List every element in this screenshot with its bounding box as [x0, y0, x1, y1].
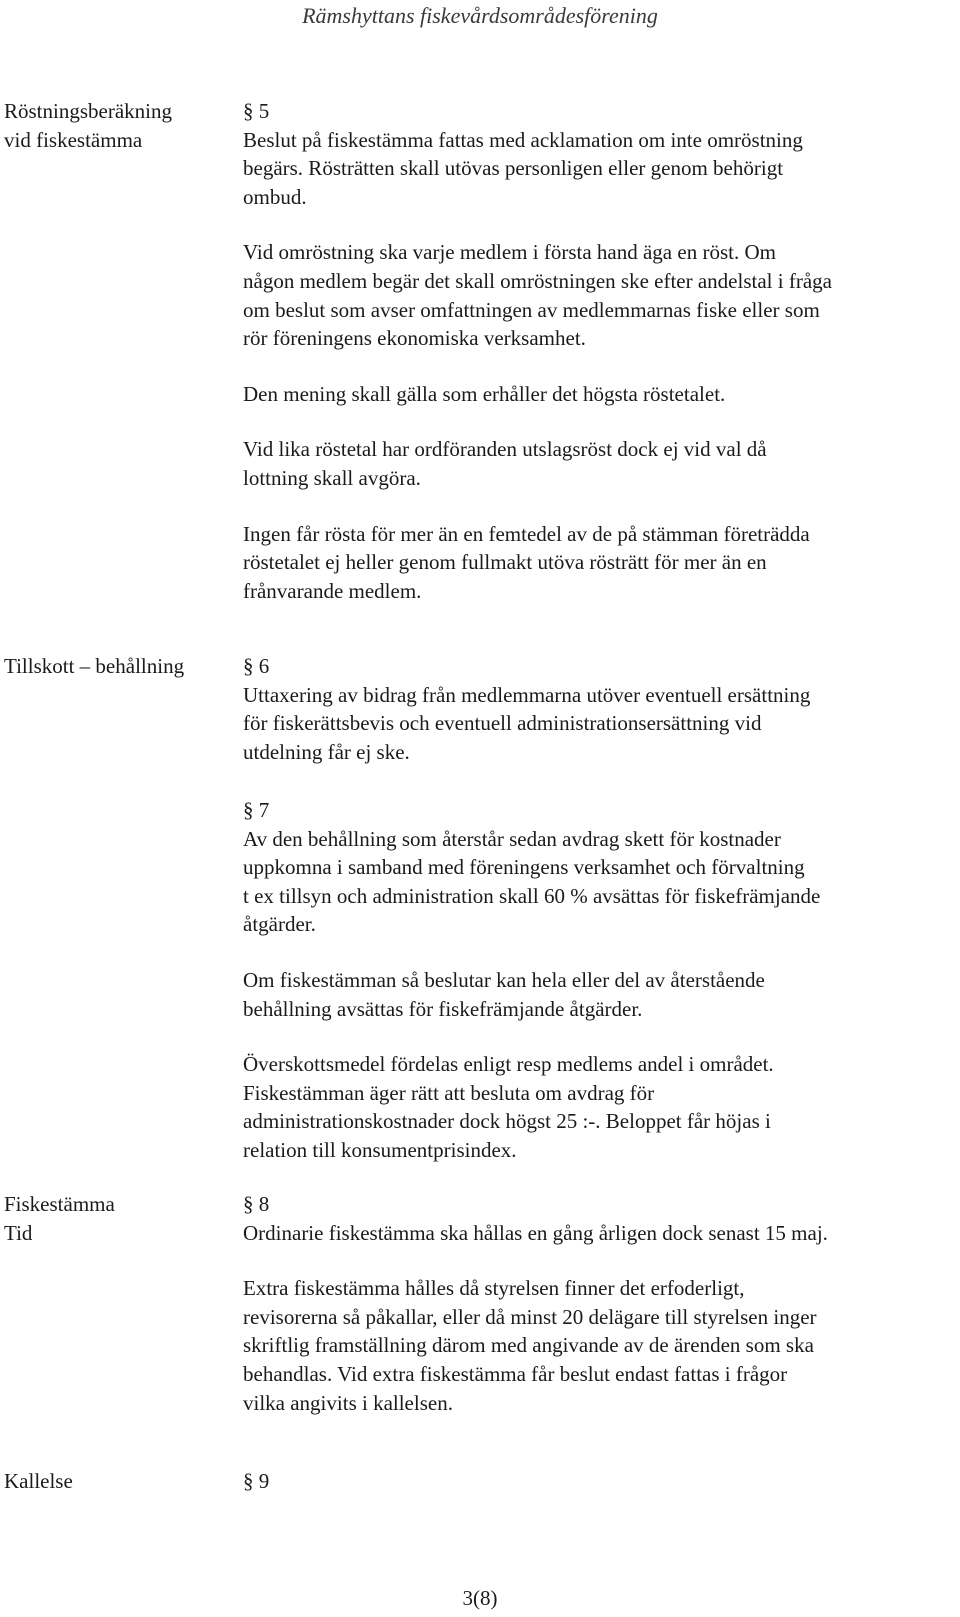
paragraph — [243, 126, 943, 212]
page-number: 3(8) — [462, 1586, 498, 1610]
text-line: åtgärder. — [243, 912, 316, 937]
paragraph — [243, 681, 943, 767]
section-9-body — [243, 1467, 943, 1496]
paragraph — [243, 1219, 943, 1248]
paragraph — [243, 966, 943, 1023]
text-line: lottning skall avgöra. — [243, 465, 421, 490]
text-line: Ingen får rösta för mer än en femtedel av de på stämman företrädda — [243, 521, 810, 546]
paragraph — [243, 238, 943, 352]
paragraph — [243, 1050, 943, 1164]
section-7-body — [243, 796, 943, 1165]
text-line: relation till konsumentprisindex. — [243, 1137, 517, 1162]
text-line: t ex tillsyn och administration skall 60 % avsättas för fiskefrämjande — [243, 883, 821, 908]
text-line: Ordinarie fiskestämma ska hållas en gång årligen dock senast 15 maj. — [243, 1220, 828, 1245]
section-8-label — [4, 1190, 240, 1247]
label-line: Röstningsberäkning — [4, 99, 172, 123]
section-9-label — [4, 1467, 240, 1496]
label-line: Tid — [4, 1220, 33, 1245]
label-line: Kallelse — [4, 1469, 73, 1493]
text-line: uppkomna i samband med föreningens verksamhet och förvaltning — [243, 855, 805, 880]
text-line: Uttaxering av bidrag från medlemmarna utöver eventuell ersättning — [243, 682, 811, 707]
text-line: Extra fiskestämma hålles då styrelsen finner det erfoderligt, — [243, 1276, 745, 1301]
text-line: ombud. — [243, 184, 307, 209]
text-line: Om fiskestämman så beslutar kan hela eller del av återstående — [243, 967, 765, 992]
paragraph — [243, 520, 943, 606]
text-line: Beslut på fiskestämma fattas med acklamation om inte omröstning — [243, 127, 803, 152]
section-6-label — [4, 652, 240, 681]
text-line: Vid omröstning ska varje medlem i första hand äga en röst. Om — [243, 240, 776, 265]
paragraph — [243, 435, 943, 492]
text-line: utdelning får ej ske. — [243, 739, 410, 764]
section-8-body — [243, 1190, 943, 1417]
section-number: § 7 — [243, 798, 270, 822]
text-line: rör föreningens ekonomiska verksamhet. — [243, 326, 586, 351]
paragraph — [243, 380, 943, 409]
text-line: för fiskerättsbevis och eventuell administrationsersättning vid — [243, 711, 762, 736]
label-line: vid fiskestämma — [4, 127, 143, 152]
text-line: röstetalet ej heller genom fullmakt utöva rösträtt för mer än en — [243, 550, 767, 575]
section-number: § 9 — [243, 1469, 270, 1493]
section-number: § 8 — [243, 1192, 270, 1216]
section-6-body — [243, 652, 943, 766]
text-line: Av den behållning som återstår sedan avdrag skett för kostnader — [243, 826, 781, 851]
text-line: Fiskestämman äger rätt att besluta om avdrag för — [243, 1080, 655, 1105]
paragraph — [243, 825, 943, 939]
text-line: skriftlig framställning därom med angivande av de ärenden som ska — [243, 1333, 814, 1358]
text-line: om beslut som avser omfattningen av medlemmarnas fiske eller som — [243, 297, 820, 322]
label-line: Fiskestämma — [4, 1192, 115, 1216]
text-line: Överskottsmedel fördelas enligt resp medlems andel i området. — [243, 1052, 774, 1077]
text-line: revisorerna så påkallar, eller då minst 20 delägare till styrelsen inger — [243, 1304, 817, 1329]
text-line: Den mening skall gälla som erhåller det högsta röstetalet. — [243, 381, 726, 406]
section-number: § 6 — [243, 654, 270, 678]
text-line: vilka angivits i kallelsen. — [243, 1390, 453, 1415]
text-line: begärs. Rösträtten skall utövas personligen eller genom behörigt — [243, 156, 784, 181]
paragraph — [243, 1274, 943, 1417]
section-5-label — [4, 97, 240, 154]
section-number: § 5 — [243, 99, 270, 123]
text-line: någon medlem begär det skall omröstningen ske efter andelstal i fråga — [243, 268, 832, 293]
text-line: behållning avsättas för fiskefrämjande åtgärder. — [243, 996, 643, 1021]
label-line: Tillskott – behållning — [4, 654, 185, 678]
page-header-title: Rämshyttans fiskevårdsområdesförening — [302, 3, 658, 28]
text-line: behandlas. Vid extra fiskestämma får beslut endast fattas i frågor — [243, 1361, 788, 1386]
text-line: administrationskostnader dock högst 25 :-. Beloppet får höjas i — [243, 1109, 771, 1134]
text-line: Vid lika röstetal har ordföranden utslagsröst dock ej vid val då — [243, 437, 767, 462]
section-5-body — [243, 97, 943, 605]
text-line: frånvarande medlem. — [243, 578, 422, 603]
